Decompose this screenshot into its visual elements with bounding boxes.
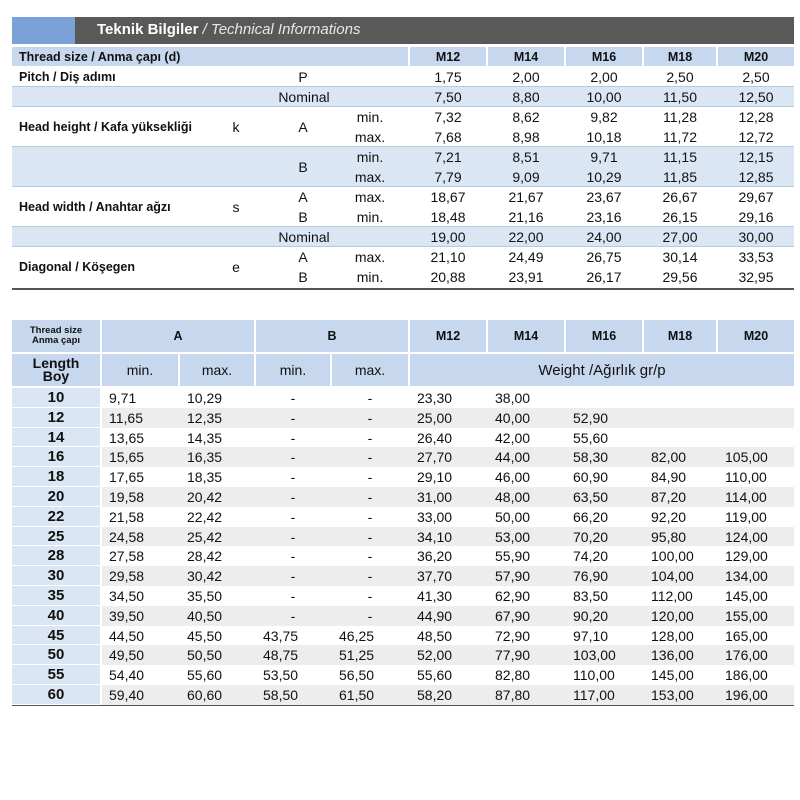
group-b-header: B: [256, 320, 408, 352]
title-tr: Teknik Bilgiler: [97, 21, 199, 38]
length-cell: 16: [12, 447, 100, 466]
weight-cell: [566, 388, 642, 408]
head-width-nominal-value: 27,00: [662, 229, 698, 245]
thread-size-header: Thread size / Anma çapı (d): [12, 47, 408, 66]
weight-cell: 77,90: [495, 647, 531, 663]
a-min-cell: 21,58: [109, 509, 145, 525]
length-cell: 18: [12, 467, 100, 486]
b-min-cell: -: [290, 390, 296, 406]
weight-cell: 60,90: [573, 469, 609, 485]
weight-cell: 37,70: [417, 568, 453, 584]
a-min-cell: 27,58: [109, 548, 145, 564]
weight-cell: 82,80: [495, 667, 531, 683]
weight-cell: 83,50: [573, 588, 609, 604]
weight-cell: 186,00: [725, 667, 768, 683]
head-height-nominal-value: 8,80: [512, 89, 540, 105]
a-min-cell: 15,65: [109, 449, 145, 465]
length-cell: 50: [12, 645, 100, 664]
a-max-cell: 25,42: [187, 528, 223, 545]
diagonal-a-max-value: 24,49: [508, 249, 544, 265]
b-min-cell: -: [290, 449, 296, 465]
length-cell: 12: [12, 408, 100, 427]
weight-cell: 55,60: [573, 429, 609, 446]
weight-cell: 176,00: [725, 647, 768, 663]
b-max-cell: -: [367, 489, 373, 505]
weight-cell: 57,90: [495, 568, 531, 584]
weight-cell: 70,20: [573, 528, 609, 545]
weight-cell: 117,00: [573, 687, 615, 703]
a-min-cell: 13,65: [109, 429, 145, 446]
weight-cell: 100,00: [651, 548, 694, 564]
b-min-cell: -: [290, 410, 296, 426]
weight-cell: 42,00: [495, 429, 531, 446]
a-min-cell: 11,65: [109, 410, 143, 426]
a-min-cell: 19,58: [109, 489, 145, 505]
thread-size-corner-label: [12, 320, 100, 352]
a-max-cell: 55,60: [187, 667, 223, 683]
a-max-cell: 30,42: [187, 568, 223, 584]
weight-cell: 105,00: [725, 449, 768, 465]
weight-cell: 110,00: [725, 469, 767, 485]
b-max-cell: -: [367, 509, 373, 525]
weight-cell: 128,00: [651, 627, 694, 644]
length-cell: 14: [12, 428, 100, 446]
head-height-a-min-label: min.: [356, 109, 384, 125]
head-height-a-min-value: 9,82: [590, 109, 618, 125]
weight-cell: 33,00: [417, 509, 453, 525]
head-width-b-min-value: 26,15: [662, 209, 698, 225]
weight-cell: 114,00: [725, 489, 767, 505]
a-max-cell: 16,35: [187, 449, 223, 465]
weight-cell: 44,90: [417, 608, 453, 624]
weight-cell: 58,20: [417, 687, 453, 703]
weight-cell: 50,00: [495, 509, 531, 525]
weight-cell: 74,20: [573, 548, 609, 564]
length-cell: 10: [12, 388, 100, 407]
size-header-1: M14: [488, 47, 564, 66]
a-max-cell: 60,60: [187, 687, 223, 703]
diagonal-b-min-value: 20,88: [430, 269, 466, 285]
anma-capi-label: Anma çapı: [31, 335, 81, 346]
weight-cell: 87,20: [651, 489, 687, 505]
section-header: [12, 17, 794, 44]
head-height-a-max-label: max.: [354, 129, 386, 145]
weight-header: Weight /Ağırlık gr/p: [410, 354, 794, 386]
head-height-a-min-value: 8,62: [512, 109, 540, 125]
weight-cell: 67,90: [495, 608, 531, 624]
head-height-b-min-value: 7,21: [434, 149, 462, 165]
b-max-cell: 46,25: [339, 627, 375, 644]
b-min-cell: -: [290, 429, 296, 446]
size-header-4: M20: [718, 47, 794, 66]
head-height-a-max-value: 12,72: [738, 129, 774, 145]
diagonal-grade-a: A: [298, 249, 308, 265]
pitch-value: 2,50: [742, 69, 770, 85]
length-label: Length: [32, 355, 80, 371]
head-width-b-min-value: 23,16: [586, 209, 622, 225]
pitch-value: 1,75: [434, 69, 462, 85]
boy-label: Boy: [42, 368, 70, 384]
b-max-cell: -: [367, 390, 373, 406]
weight-cell: 124,00: [725, 528, 768, 545]
size-header-0: M12: [410, 320, 486, 352]
thread-size-label: Thread size: [29, 325, 83, 336]
b-max-cell: 56,50: [339, 667, 375, 683]
a-max-cell: 12,35: [187, 410, 223, 426]
weight-cell: 76,90: [573, 568, 609, 584]
diagonal-b-min-value: 26,17: [586, 269, 622, 285]
a-max-cell: 10,29: [187, 390, 223, 406]
head-width-b-min-label: min.: [356, 209, 384, 225]
head-width-b-min-value: 21,16: [508, 209, 544, 225]
head-height-b-max-label: max.: [354, 169, 386, 185]
b-min-cell: 48,75: [263, 647, 299, 663]
head-height-b-min-label: min.: [356, 149, 384, 165]
b-max-cell: -: [367, 410, 373, 426]
weight-cell: 26,40: [417, 429, 453, 446]
weight-cell: 52,90: [573, 410, 609, 426]
diagonal-b-min-value: 32,95: [738, 269, 774, 285]
b-max-cell: -: [367, 469, 373, 485]
b-min-cell: -: [290, 568, 296, 584]
head-height-nominal-value: 11,50: [663, 89, 697, 105]
head-width-b-min-value: 29,16: [738, 209, 774, 225]
a-max-cell: 18,35: [187, 469, 223, 485]
weight-cell: [644, 408, 716, 428]
head-height-a-max-value: 11,72: [663, 129, 697, 145]
diagonal-b-min-value: 29,56: [662, 269, 698, 285]
head-height-grade-a: A: [298, 119, 308, 135]
weight-cell: 136,00: [651, 647, 694, 663]
weight-cell: 48,00: [495, 489, 531, 505]
head-height-symbol: k: [232, 119, 240, 135]
head-width-nominal-value: 22,00: [508, 229, 544, 245]
head-height-nominal-value: 10,00: [586, 89, 622, 105]
head-height-a-max-value: 7,68: [434, 129, 462, 145]
a-max-cell: 28,42: [187, 548, 223, 564]
head-height-b-min-value: 9,71: [590, 149, 618, 165]
b-min-cell: 43,75: [263, 627, 299, 644]
table2-bottom-rule: [12, 705, 794, 706]
table1-bottom-rule: [12, 288, 794, 290]
head-width-a-max-label: max.: [354, 189, 386, 205]
weight-cell: [718, 388, 794, 408]
weight-cell: 120,00: [651, 608, 694, 624]
diagonal-grade-b: B: [298, 269, 308, 285]
b-max-cell: 61,50: [339, 687, 375, 703]
b-min-cell: 53,50: [263, 667, 299, 683]
head-height-b-max-value: 7,79: [434, 169, 462, 185]
a-max-cell: 50,50: [187, 647, 223, 663]
head-height-grade-b: B: [298, 159, 308, 175]
weight-cell: 29,10: [417, 469, 453, 485]
b-max-cell: -: [367, 548, 373, 564]
pitch-symbol: P: [298, 69, 308, 85]
weight-cell: 40,00: [495, 410, 531, 426]
a-min-cell: 17,65: [109, 469, 145, 485]
weight-cell: 129,00: [725, 548, 768, 564]
diagonal-b-min-label: min.: [356, 269, 384, 285]
head-width-nominal-value: 24,00: [586, 229, 622, 245]
head-width-nominal-label: Nominal: [278, 229, 330, 245]
weight-cell: 41,30: [417, 588, 453, 604]
b-min-cell: -: [290, 469, 296, 485]
head-height-a-min-value: 11,28: [663, 109, 697, 125]
a-min-cell: 39,50: [109, 608, 145, 624]
weight-cell: 23,30: [417, 390, 453, 406]
diagonal-a-max-value: 21,10: [430, 249, 466, 265]
weight-cell: 87,80: [495, 687, 531, 703]
head-height-label: Head height / Kafa yüksekliği: [19, 120, 192, 134]
b-min-cell: -: [290, 489, 296, 505]
head-height-b-min-value: 11,15: [663, 149, 697, 165]
length-header: [12, 354, 100, 386]
a-max-cell: 14,35: [187, 429, 223, 446]
weight-cell: 97,10: [573, 627, 609, 644]
b-min-cell: 58,50: [263, 687, 299, 703]
head-height-b-max-value: 9,09: [512, 169, 540, 185]
weight-cell: 119,00: [725, 509, 767, 525]
head-height-a-min-value: 12,28: [738, 109, 774, 125]
size-header-2: M16: [566, 320, 642, 352]
head-width-b-min-value: 18,48: [430, 209, 466, 225]
length-cell: 60: [12, 685, 100, 704]
length-cell: 55: [12, 665, 100, 684]
head-height-nominal-value: 12,50: [738, 89, 774, 105]
a-min-cell: 59,40: [109, 687, 145, 703]
head-width-symbol: s: [232, 199, 240, 215]
weight-cell: 165,00: [725, 627, 768, 644]
pitch-value: 2,50: [666, 69, 694, 85]
weight-cell: 44,00: [495, 449, 531, 465]
b-max-cell: -: [367, 449, 373, 465]
weight-cell: 90,20: [573, 608, 609, 624]
size-header-3: M18: [644, 47, 716, 66]
b-min-cell: -: [290, 588, 296, 604]
weight-cell: 95,80: [651, 528, 687, 545]
weight-cell: 58,30: [573, 449, 609, 465]
a-max-cell: 35,50: [187, 588, 223, 604]
weight-cell: [644, 388, 716, 408]
head-height-b-max-value: 10,29: [586, 169, 622, 185]
diagonal-label: Diagonal / Köşegen: [19, 260, 135, 274]
head-height-a-min-value: 7,32: [434, 109, 462, 125]
weight-cell: [718, 428, 794, 447]
weight-cell: 145,00: [725, 588, 768, 604]
b-min-cell: -: [290, 509, 296, 525]
head-width-a-max-value: 29,67: [738, 189, 774, 205]
diagonal-symbol: e: [232, 259, 240, 275]
weight-cell: 72,90: [495, 627, 531, 644]
head-width-label: Head width / Anahtar ağzı: [19, 200, 171, 214]
head-height-b-min-value: 12,15: [738, 149, 774, 165]
a-min-cell: 49,50: [109, 647, 145, 663]
head-width-a-max-value: 23,67: [586, 189, 622, 205]
weight-cell: 55,60: [417, 667, 453, 683]
weight-cell: 153,00: [651, 687, 694, 703]
diagonal-a-max-value: 33,53: [738, 249, 774, 265]
weight-cell: 63,50: [573, 489, 609, 505]
a-max-cell: 40,50: [187, 608, 223, 624]
a-min-cell: 44,50: [109, 627, 145, 644]
weight-cell: 53,00: [495, 528, 531, 545]
b-min-cell: -: [290, 528, 296, 545]
weight-cell: 103,00: [573, 647, 616, 663]
weight-cell: 196,00: [725, 687, 768, 703]
weight-cell: 27,70: [417, 449, 453, 465]
length-cell: 30: [12, 566, 100, 585]
length-cell: 45: [12, 626, 100, 644]
length-cell: 22: [12, 507, 100, 526]
header-accent-block: [12, 17, 75, 44]
pitch-value: 2,00: [512, 69, 540, 85]
a-max-header: max.: [180, 354, 254, 386]
section-title: [97, 21, 360, 38]
weight-cell: 31,00: [417, 489, 453, 505]
weight-cell: [644, 428, 716, 447]
head-height-a-max-value: 10,18: [586, 129, 622, 145]
b-max-cell: 51,25: [339, 647, 375, 663]
length-cell: 20: [12, 487, 100, 506]
a-max-cell: 20,42: [187, 489, 223, 505]
weight-cell: 66,20: [573, 509, 609, 525]
length-cell: 28: [12, 546, 100, 565]
b-max-cell: -: [367, 429, 373, 446]
length-cell: 40: [12, 606, 100, 625]
head-width-a-max-value: 26,67: [662, 189, 698, 205]
a-min-cell: 9,71: [109, 390, 137, 406]
length-cell: 35: [12, 586, 100, 605]
head-height-a-max-value: 8,98: [512, 129, 540, 145]
weight-cell: 48,50: [417, 627, 453, 644]
a-min-cell: 29,58: [109, 568, 145, 584]
b-max-cell: -: [367, 568, 373, 584]
a-max-cell: 45,50: [187, 627, 223, 644]
weight-cell: 84,90: [651, 469, 687, 485]
size-header-3: M18: [644, 320, 716, 352]
weight-cell: 145,00: [651, 667, 694, 683]
b-max-header: max.: [332, 354, 408, 386]
weight-cell: 110,00: [573, 667, 615, 683]
head-height-b-max-value: 12,85: [738, 169, 774, 185]
b-min-header: min.: [256, 354, 330, 386]
b-min-cell: -: [290, 548, 296, 564]
weight-cell: [718, 408, 794, 428]
weight-cell: 134,00: [725, 568, 768, 584]
a-min-cell: 54,40: [109, 667, 145, 683]
b-min-cell: -: [290, 608, 296, 624]
weight-cell: 62,90: [495, 588, 531, 604]
weight-cell: 36,20: [417, 548, 453, 564]
diagonal-a-max-label: max.: [354, 249, 386, 265]
size-header-0: M12: [410, 47, 486, 66]
head-height-b-min-value: 8,51: [512, 149, 540, 165]
weight-cell: 155,00: [725, 608, 768, 624]
b-max-cell: -: [367, 588, 373, 604]
weight-cell: 52,00: [417, 647, 453, 663]
pitch-label: Pitch / Diş adımı: [19, 70, 116, 84]
weight-cell: 46,00: [495, 469, 531, 485]
head-height-nominal-value: 7,50: [434, 89, 462, 105]
pitch-value: 2,00: [590, 69, 618, 85]
head-width-a-max-value: 21,67: [508, 189, 544, 205]
head-width-grade-b: B: [298, 209, 308, 225]
length-cell: 25: [12, 527, 100, 545]
weight-cell: 92,20: [651, 509, 687, 525]
b-max-cell: -: [367, 528, 373, 545]
size-header-1: M14: [488, 320, 564, 352]
a-min-cell: 34,50: [109, 588, 145, 604]
weight-cell: 38,00: [495, 390, 531, 406]
head-width-nominal-value: 30,00: [738, 229, 774, 245]
weight-cell: 34,10: [417, 528, 453, 545]
diagonal-a-max-value: 26,75: [586, 249, 622, 265]
diagonal-b-min-value: 23,91: [508, 269, 544, 285]
size-header-4: M20: [718, 320, 794, 352]
weight-cell: 82,00: [651, 449, 687, 465]
head-height-b-max-value: 11,85: [663, 169, 697, 185]
head-width-nominal-value: 19,00: [430, 229, 466, 245]
b-max-cell: -: [367, 608, 373, 624]
size-header-2: M16: [566, 47, 642, 66]
a-min-header: min.: [102, 354, 178, 386]
title-en: / Technical Informations: [202, 21, 361, 38]
a-max-cell: 22,42: [187, 509, 223, 525]
head-height-nominal-label: Nominal: [278, 89, 330, 105]
head-width-a-max-value: 18,67: [430, 189, 466, 205]
group-a-header: A: [102, 320, 254, 352]
diagonal-a-max-value: 30,14: [662, 249, 698, 265]
weight-cell: 112,00: [651, 588, 693, 604]
weight-cell: 25,00: [417, 410, 453, 426]
a-min-cell: 24,58: [109, 528, 145, 545]
weight-cell: 104,00: [651, 568, 694, 584]
weight-cell: 55,90: [495, 548, 531, 564]
head-width-grade-a: A: [298, 189, 308, 205]
